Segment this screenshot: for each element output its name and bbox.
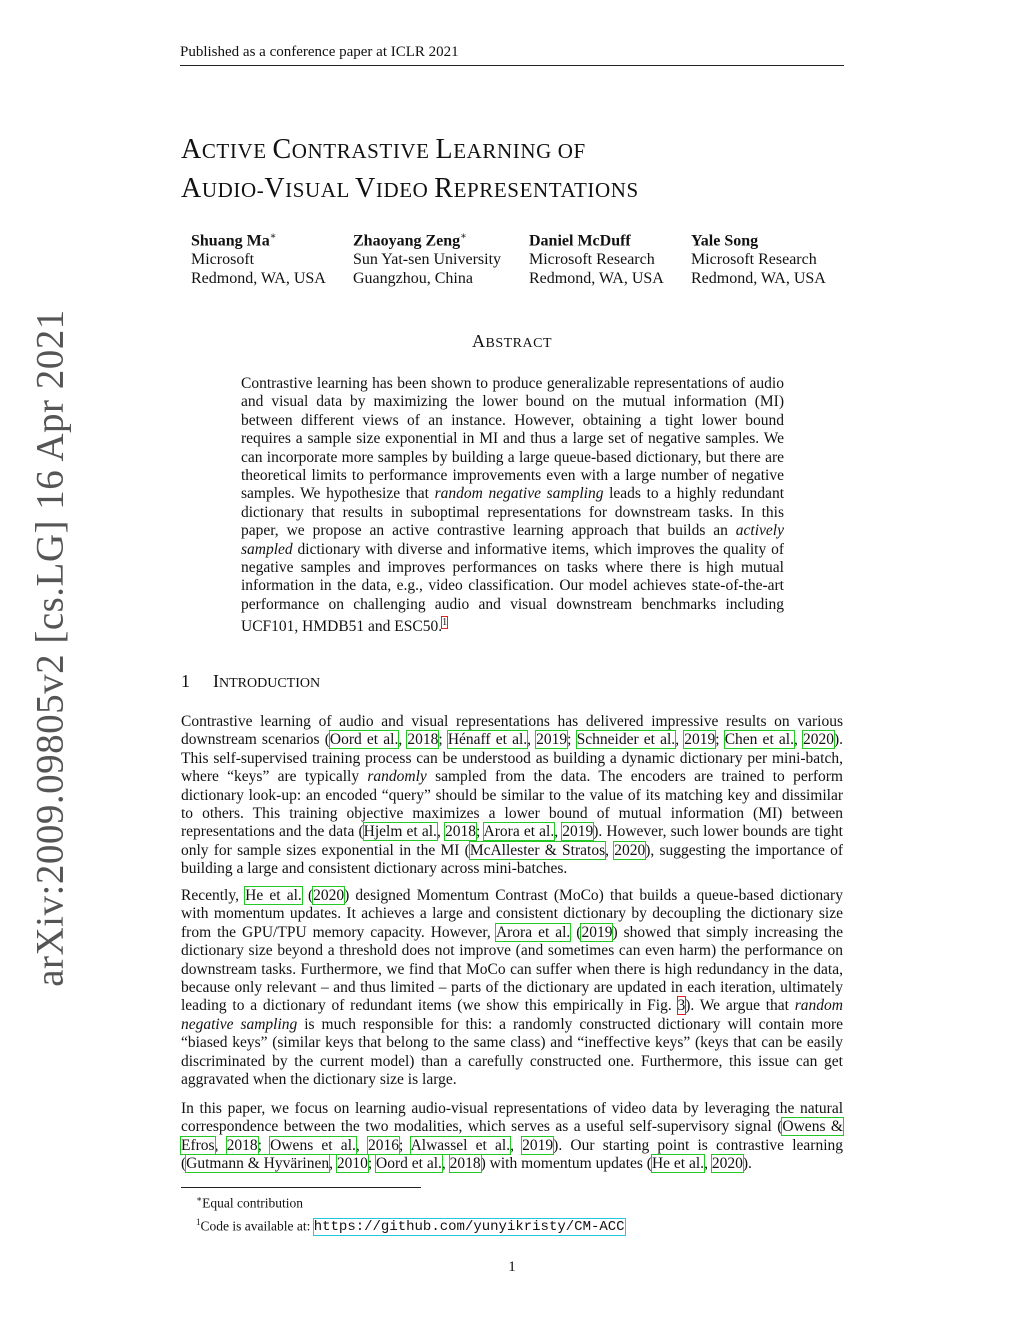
footnote-ref-link[interactable]: 1	[442, 617, 448, 629]
text-run: is much responsible for this: a randomly constructed dictionary will contain more “biased keys” (similar keys that belong to the same class) and “ineffective keys” (keys that can be easily discriminated by the current model) than a carefully constructed one. Furthermore, this issue can get aggravated when the dictionary size is large.	[181, 1015, 843, 1089]
citation-link[interactable]: 2018	[226, 1136, 258, 1154]
text-run: ;	[398, 1136, 411, 1154]
title-cap: V	[355, 173, 376, 204]
section-number: 1	[181, 671, 190, 691]
author-location: Guangzhou, China	[353, 270, 473, 288]
citation-link[interactable]: McAllester & Stratos	[469, 841, 606, 859]
author-affiliation: Sun Yat-sen University	[353, 251, 502, 269]
citation-link[interactable]: He et al.	[651, 1155, 705, 1173]
text-run: ;	[475, 823, 484, 841]
text-run: ,	[510, 1136, 523, 1154]
emphasis: random negative sampling	[181, 997, 843, 1033]
text-run: ) designed Momentum Contrast (MoCo) that builds a queue-based dictionary with momentum updates. It achieves a large and consistent dictionary by decoupling the dictionary size from the GPU/TPU memory capacity. However,	[181, 887, 843, 941]
title-cap: R	[434, 173, 454, 204]
footnote-equal-contribution	[196, 1190, 625, 1213]
emphasis: random negative sampling	[434, 485, 604, 503]
text-run: ;	[367, 1155, 377, 1173]
text-run: ,	[605, 841, 615, 859]
text-run: ,	[355, 1136, 368, 1154]
author-name: Yale Song	[691, 232, 759, 250]
emphasis: actively sampled	[241, 522, 784, 558]
text-run: ). This self-supervised training process can be understood as building a dynamic dictionary per mini-batch, where “keys” are typically	[181, 731, 844, 786]
abstract-heading-rest: BSTRACT	[485, 336, 552, 351]
title-cap: A	[181, 173, 202, 204]
citation-link[interactable]: Gutmann & Hyvärinen	[186, 1155, 330, 1173]
emphasis: randomly	[367, 768, 427, 786]
citation-link[interactable]: 2019	[684, 731, 716, 749]
citation-link[interactable]: Oord et al.	[376, 1155, 442, 1173]
citation-link[interactable]: 2018	[449, 1155, 481, 1173]
citation-link[interactable]: 2019	[562, 823, 594, 841]
author-name: Daniel McDuff	[529, 232, 631, 250]
title-smallcaps: IDEO	[375, 178, 435, 202]
author-block	[529, 227, 664, 288]
citation-link[interactable]: 2019	[522, 1136, 554, 1154]
text-run: Contrastive learning of audio and visual representations has delivered impressive results on various downstream scenarios (	[181, 713, 843, 749]
text-run: sampled from the data. The encoders are trained to perform dictionary look-up: an encoded “query” should be similar to the value of its matching key and dissimilar to others. This training objective maximizes a lower bound of mutual information (MI) between representations and the data (	[181, 768, 843, 841]
text-run: ) with momentum updates (	[480, 1155, 652, 1173]
footnote-mark: 1	[196, 1216, 201, 1227]
citation-link[interactable]: Schneider et al.	[576, 731, 676, 749]
author-affiliation: Microsoft Research	[529, 251, 655, 269]
text-run: ). Our starting point is contrastive learning (	[181, 1136, 844, 1173]
paper-title	[181, 131, 639, 209]
code-url-link[interactable]: https://github.com/yunyikristy/CM-ACC	[313, 1219, 625, 1235]
header-rule	[180, 65, 844, 66]
text-run: ,	[329, 1155, 337, 1173]
text-run: dictionary with diverse and informative items, which improves the quality of negative samples and improves performances on tasks where there is high mutual information in the data, e.g., video classification. Our model achieves state-of-the-art performance on challenging audio and visual downstream benchmarks including UCF101, HMDB51 and ESC50.	[241, 540, 784, 636]
citation-link[interactable]: Hjelm et al.	[363, 823, 437, 841]
title-smallcaps: UDIO-	[201, 178, 265, 202]
citation-link[interactable]: 2018	[444, 823, 476, 841]
intro-paragraph-2	[181, 887, 843, 1089]
citation-link[interactable]: 2020	[711, 1155, 743, 1173]
title-smallcaps: EPRESENTATIONS	[453, 178, 639, 202]
citation-link[interactable]: 2020	[313, 887, 345, 904]
citation-link[interactable]: Alwassel et al.	[410, 1136, 511, 1154]
intro-paragraph-3	[181, 1100, 843, 1174]
running-header: Published as a conference paper at ICLR 2021	[180, 44, 459, 60]
title-smallcaps: ISUAL	[285, 178, 356, 202]
text-run: ,	[793, 731, 803, 749]
text-run: ;	[715, 731, 725, 749]
title-cap: C	[272, 134, 292, 165]
author-location: Redmond, WA, USA	[529, 270, 664, 288]
abstract-heading	[0, 331, 1024, 352]
citation-link[interactable]: Arora et al.	[483, 823, 555, 841]
text-run: ,	[527, 731, 537, 749]
citation-link[interactable]: 2018	[407, 731, 439, 749]
author-block	[191, 227, 326, 288]
citation-link[interactable]: Owens et al.	[270, 1136, 356, 1154]
footnotes	[196, 1190, 625, 1236]
citation-link[interactable]: 2019	[581, 923, 613, 941]
section-title-rest: NTRODUCTION	[219, 676, 321, 691]
author-affiliation: Microsoft Research	[691, 251, 817, 269]
title-cap: V	[264, 173, 286, 204]
text-run: (	[301, 887, 314, 904]
footnote-text: Equal contribution	[202, 1195, 303, 1211]
title-cap: L	[435, 134, 454, 165]
text-run: ,	[441, 1155, 450, 1173]
abstract-body	[241, 375, 784, 637]
citation-link[interactable]: 2010	[336, 1155, 368, 1173]
citation-link[interactable]: Oord et al.	[329, 731, 399, 749]
footnote-rule	[181, 1187, 421, 1188]
text-run: Contrastive learning has been shown to produce generalizable representations of audio and visual data by maximizing the lower bound on the mutual information (MI) between different views of an instance. However, obtaining a tight lower bound requires a sample size exponential in MI and thus a large set of negative samples. We can incorporate more samples by building a large queue-based dictionary, but there are theoretical limits to performance improvements even with a large number of negative samples. We hypothesize that	[241, 375, 784, 503]
author-mark: ∗	[460, 231, 467, 242]
author-mark: ∗	[269, 231, 277, 242]
author-block	[691, 227, 826, 288]
citation-link[interactable]: 2016	[367, 1136, 399, 1154]
section-heading-introduction	[181, 671, 320, 692]
text-run: (	[570, 923, 582, 941]
text-run: In this paper, we focus on learning audio-visual representations of video data by leveraging the natural correspondence between the two modalities, which serves as a useful self-supervisory signal (	[181, 1100, 843, 1136]
title-line-1	[181, 131, 639, 170]
text-run: ;	[567, 731, 577, 749]
citation-link[interactable]: Owens & Efros	[181, 1118, 843, 1154]
citation-link[interactable]: Arora et al.	[495, 923, 571, 941]
abstract-heading-cap: A	[471, 331, 486, 351]
text-run: ;	[438, 731, 448, 749]
text-run: ) showed that simply increasing the dictionary size beyond a threshold does not improve (and sometimes can even harm) the performance on downstream tasks. Furthermore, we find that MoCo can suffer when there is high redundancy in the data, because only relevant – and thus limited – parts of the dictionary are updated in each iteration, ultimately leading to a dictionary of redundant items (we show this empirically in Fig.	[181, 923, 843, 1015]
footnote-code	[196, 1213, 625, 1237]
footnote-text: Code is available at:	[200, 1218, 314, 1233]
title-line-2	[181, 170, 639, 209]
author-name: Shuang Ma	[191, 232, 270, 250]
citation-link[interactable]: Chen et al.	[724, 731, 794, 749]
author-location: Redmond, WA, USA	[191, 270, 326, 288]
text-run: ,	[436, 823, 445, 841]
footnote-mark: ∗	[196, 1194, 203, 1204]
text-run: ,	[398, 731, 408, 749]
text-run: Recently,	[181, 887, 246, 904]
text-run: ,	[704, 1155, 712, 1173]
citation-link[interactable]: Hénaff et al.	[447, 731, 528, 749]
citation-link[interactable]: 2019	[536, 731, 568, 749]
text-run: ). However, such lower bounds are tight only for sample sizes exponential in the MI (	[181, 823, 843, 859]
figure-ref-link[interactable]: 3	[677, 997, 686, 1015]
title-smallcaps: EARNING OF	[453, 139, 586, 163]
title-smallcaps: ONTRASTIVE	[291, 139, 436, 163]
section-title-cap: I	[213, 671, 219, 691]
text-run: ).	[742, 1155, 752, 1173]
citation-link[interactable]: He et al.	[245, 887, 302, 904]
text-run: leads to a highly redundant dictionary that results in suboptimal representations for downstream tasks. In this paper, we propose an active contrastive learning approach that builds an	[241, 485, 784, 540]
title-smallcaps: CTIVE	[201, 139, 273, 163]
text-run: ,	[214, 1136, 227, 1154]
title-cap: A	[181, 134, 202, 165]
text-run: ). We argue that	[685, 997, 795, 1015]
author-affiliation: Microsoft	[191, 251, 255, 269]
text-run: ;	[257, 1136, 271, 1154]
citation-link[interactable]: 2020	[614, 841, 646, 859]
author-block	[353, 227, 501, 288]
text-run: ,	[554, 823, 563, 841]
author-location: Redmond, WA, USA	[691, 270, 826, 288]
page-number: 1	[508, 1259, 516, 1275]
author-name: Zhaoyang Zeng	[353, 232, 461, 250]
text-run: ), suggesting the importance of building a large and consistent dictionary across mini-batches.	[181, 841, 843, 878]
citation-link[interactable]: 2020	[803, 731, 834, 749]
arxiv-watermark: arXiv:2009.09805v2 [cs.LG] 16 Apr 2021	[28, 309, 72, 987]
text-run: ,	[675, 731, 685, 749]
intro-paragraph-1	[181, 713, 843, 879]
